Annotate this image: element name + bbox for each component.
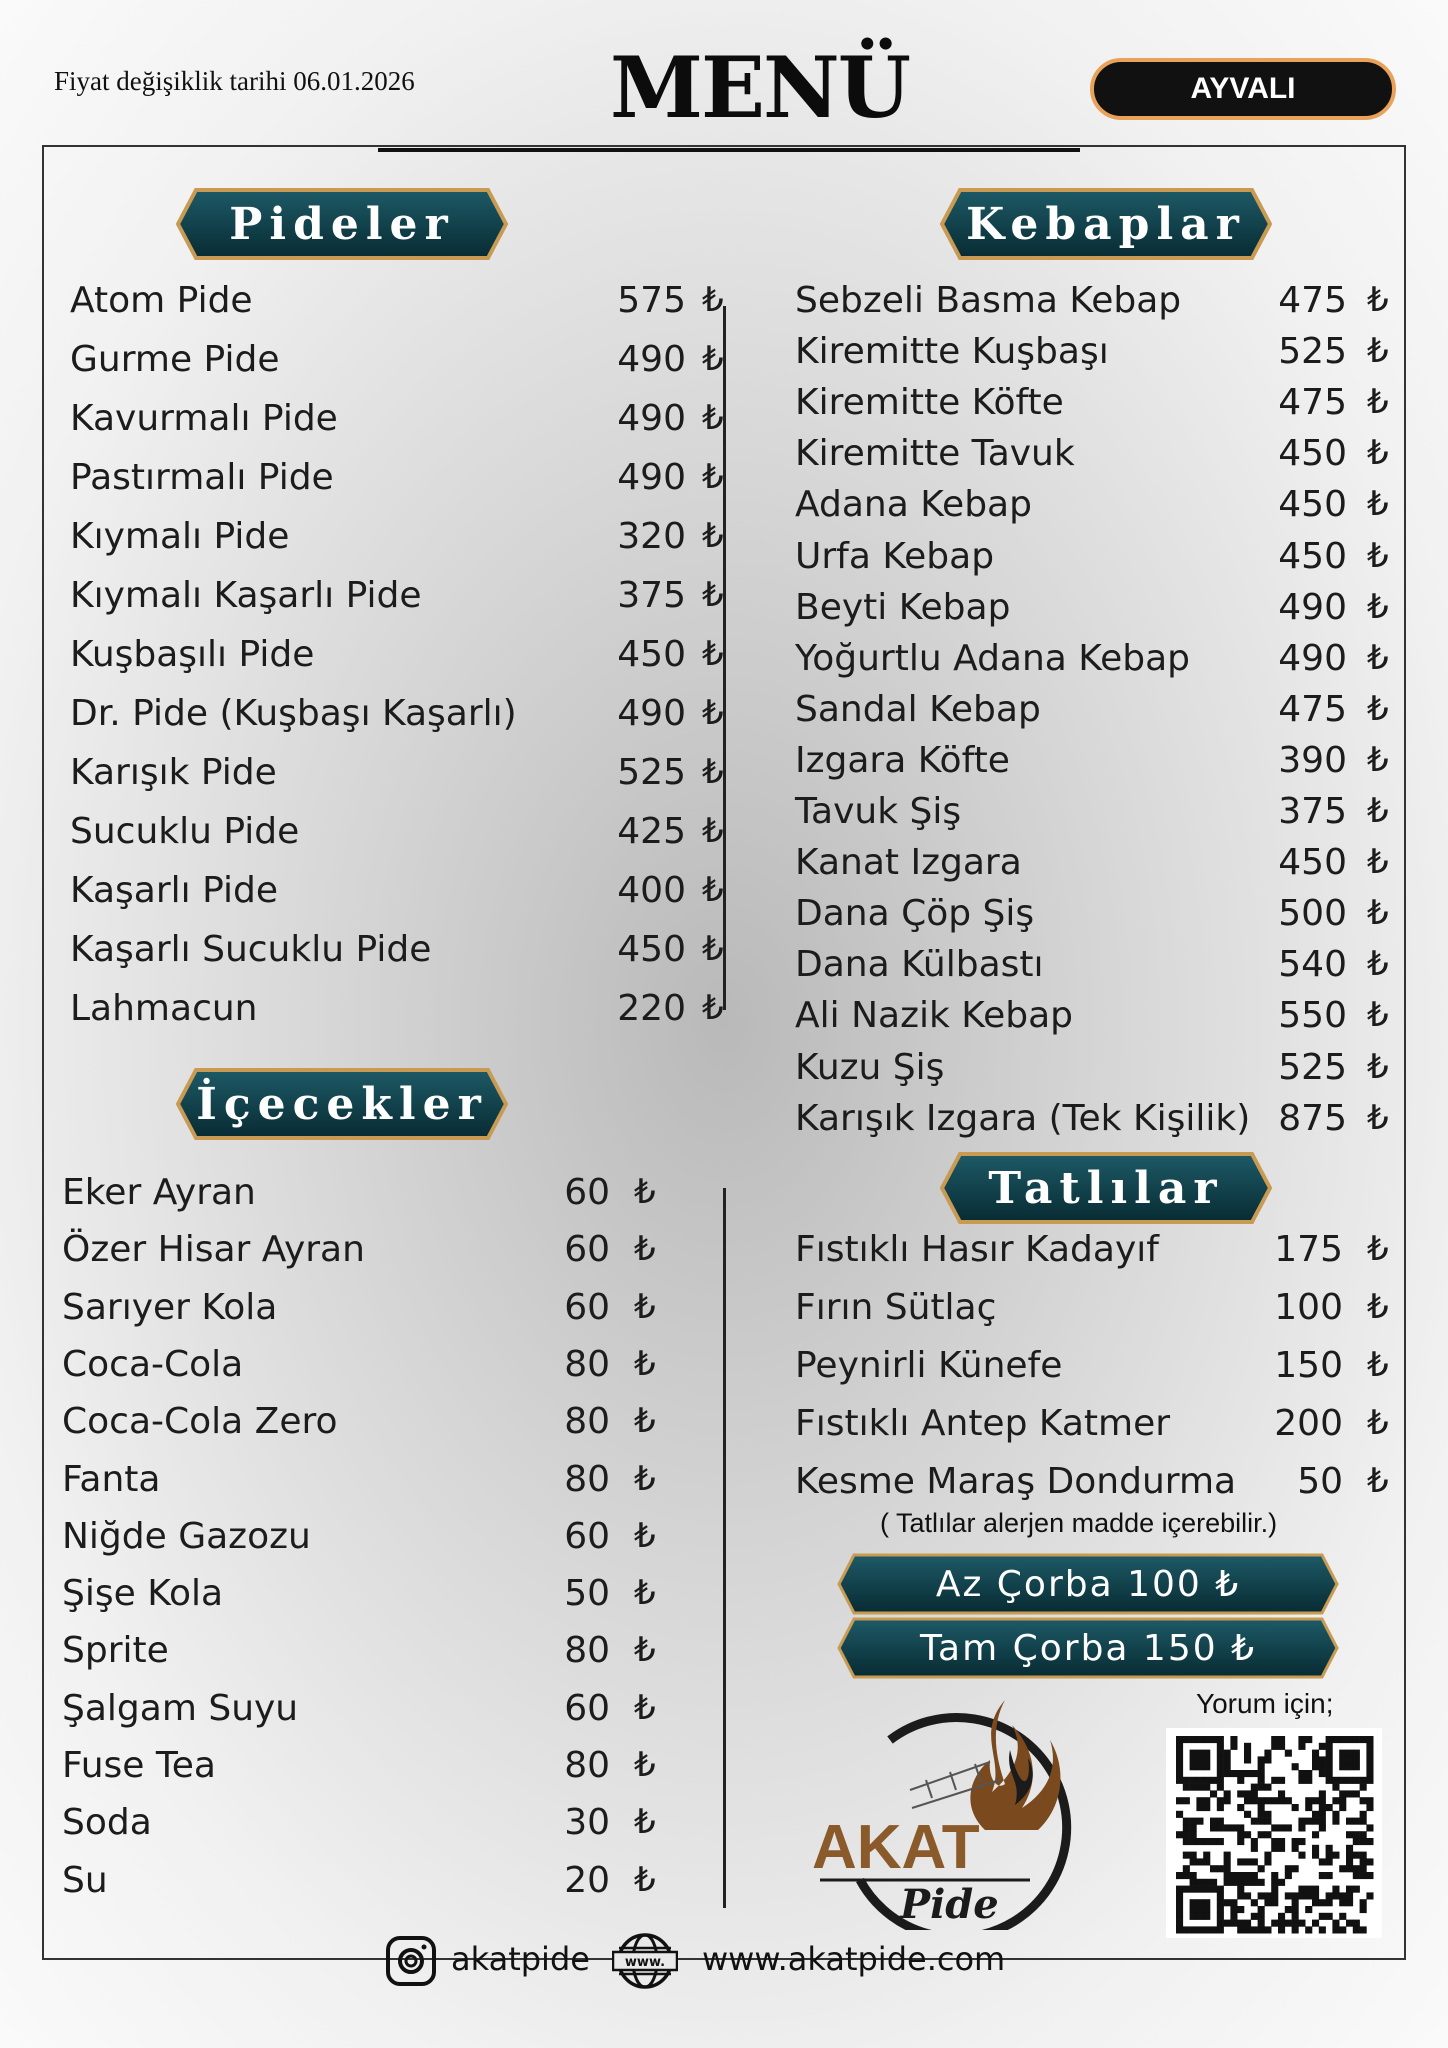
menu-item [62, 1229, 672, 1279]
svg-text:AKAT: AKAT [812, 1813, 980, 1882]
lira-symbol: ₺ [634, 1802, 656, 1843]
lira-symbol: ₺ [1367, 995, 1389, 1036]
menu-item [70, 870, 724, 920]
item-name: Kesme Maraş Dondurma [795, 1461, 1237, 1502]
item-name: Peynirli Künefe [795, 1345, 1063, 1386]
item-name: Gurme Pide [70, 339, 280, 380]
item-price: 375 [617, 575, 686, 616]
menu-item [795, 944, 1405, 994]
lira-symbol: ₺ [702, 811, 724, 851]
allergen-note: ( Tatlılar alerjen madde içerebilir.) [880, 1508, 1278, 1538]
lira-symbol: ₺ [702, 693, 724, 733]
item-name: Niğde Gazozu [62, 1515, 311, 1557]
item-price: 425 [617, 811, 686, 852]
item-price: 400 [617, 870, 686, 911]
item-price: 80 [564, 1401, 610, 1443]
kebaplar-list [795, 280, 1405, 1160]
lira-symbol: ₺ [634, 1286, 656, 1327]
menu-item [70, 280, 724, 330]
lira-symbol: ₺ [1367, 893, 1389, 934]
item-name: Kavurmalı Pide [70, 398, 338, 439]
item-price: 525 [1278, 331, 1347, 373]
item-name: Fıstıklı Hasır Kadayıf [795, 1229, 1159, 1270]
menu-item [795, 331, 1405, 381]
item-name: Karışık Pide [70, 752, 277, 793]
item-price: 320 [617, 516, 686, 557]
menu-item [70, 575, 724, 625]
lira-symbol: ₺ [634, 1401, 656, 1442]
lira-symbol: ₺ [1367, 1461, 1389, 1501]
item-name: Pastırmalı Pide [70, 457, 334, 498]
menu-item [70, 398, 724, 448]
lira-symbol: ₺ [702, 634, 724, 674]
item-price: 450 [617, 929, 686, 970]
item-name: Ali Nazik Kebap [795, 995, 1073, 1037]
item-price: 450 [1278, 535, 1347, 577]
item-price: 490 [617, 693, 686, 734]
lira-symbol: ₺ [1367, 1229, 1389, 1269]
menu-item [795, 1287, 1405, 1337]
lira-symbol: ₺ [1367, 1046, 1389, 1087]
menu-item [795, 1345, 1405, 1395]
lira-symbol: ₺ [1367, 842, 1389, 883]
menu-item [70, 988, 724, 1038]
item-name: Kiremitte Tavuk [795, 433, 1075, 475]
item-name: Sprite [62, 1630, 169, 1672]
lira-symbol: ₺ [1367, 1287, 1389, 1327]
menu-item [795, 484, 1405, 534]
section-banner-kebaplar [938, 186, 1274, 262]
item-price: 490 [1278, 637, 1347, 679]
lira-symbol: ₺ [1367, 535, 1389, 576]
item-price: 575 [617, 280, 686, 321]
lira-symbol: ₺ [702, 575, 724, 615]
item-price: 390 [1278, 739, 1347, 781]
pideler-list [70, 280, 724, 1060]
menu-item [795, 1461, 1405, 1511]
lira-symbol: ₺ [634, 1229, 656, 1270]
column-divider-bottom [723, 1188, 726, 1908]
review-qr-code[interactable] [1166, 1728, 1382, 1938]
section-title: Pideler [229, 198, 455, 250]
item-price: 450 [617, 634, 686, 675]
lira-symbol: ₺ [634, 1343, 656, 1384]
menu-item [62, 1860, 672, 1910]
menu-item [62, 1344, 672, 1394]
menu-item [795, 791, 1405, 841]
item-price: 60 [564, 1229, 610, 1271]
menu-item [795, 280, 1405, 330]
item-name: Kiremitte Kuşbaşı [795, 331, 1109, 373]
item-price: 20 [564, 1859, 610, 1901]
item-name: Fuse Tea [62, 1745, 216, 1786]
item-price: 100 [1274, 1287, 1343, 1328]
price-change-note: Fiyat değişiklik tarihi 06.01.2026 [54, 66, 415, 96]
akat-pide-logo [800, 1680, 1130, 1930]
item-price: 875 [1278, 1097, 1347, 1139]
item-name: Fırın Sütlaç [795, 1287, 997, 1328]
item-name: Kiremitte Köfte [795, 382, 1064, 424]
menu-item [70, 811, 724, 861]
item-price: 80 [564, 1745, 610, 1786]
item-name: Şişe Kola [62, 1573, 224, 1615]
svg-text:Pide: Pide [900, 1881, 999, 1928]
item-price: 450 [1278, 842, 1347, 884]
lira-symbol: ₺ [634, 1458, 656, 1499]
soup-label: Az Çorba 100 ₺ [935, 1563, 1241, 1605]
lira-symbol: ₺ [1367, 637, 1389, 678]
section-banner-pideler [174, 186, 510, 262]
lira-symbol: ₺ [1367, 1403, 1389, 1443]
menu-item [70, 693, 724, 743]
lira-symbol: ₺ [702, 280, 724, 320]
section-title: Kebaplar [966, 198, 1246, 250]
lira-symbol: ₺ [634, 1573, 656, 1614]
item-name: Tavuk Şiş [795, 791, 962, 832]
menu-item [795, 893, 1405, 943]
item-name: Atom Pide [70, 280, 253, 321]
item-name: Adana Kebap [795, 484, 1032, 526]
item-price: 200 [1274, 1403, 1343, 1444]
soup-label: Tam Çorba 150 ₺ [920, 1627, 1256, 1669]
item-price: 450 [1278, 484, 1347, 526]
lira-symbol: ₺ [634, 1687, 656, 1728]
page-title: MENÜ [610, 38, 910, 137]
section-banner-icecekler [174, 1066, 510, 1142]
item-price: 450 [1278, 433, 1347, 475]
item-name: Kuzu Şiş [795, 1046, 945, 1088]
item-price: 490 [617, 339, 686, 380]
menu-item [62, 1573, 672, 1623]
lira-symbol: ₺ [1367, 331, 1389, 372]
item-name: Kuşbaşılı Pide [70, 634, 315, 675]
item-name: Kaşarlı Pide [70, 870, 279, 911]
item-price: 375 [1278, 791, 1347, 832]
menu-item [62, 1802, 672, 1852]
lira-symbol: ₺ [634, 1515, 656, 1556]
menu-item [70, 457, 724, 507]
menu-item [62, 1401, 672, 1451]
website-globe-icon[interactable] [612, 1932, 678, 1990]
menu-item [795, 842, 1405, 892]
item-name: Beyti Kebap [795, 586, 1011, 628]
lira-symbol: ₺ [1367, 944, 1389, 985]
lira-symbol: ₺ [702, 339, 724, 379]
section-title: İçecekler [196, 1078, 488, 1130]
menu-item [795, 740, 1405, 790]
item-price: 60 [564, 1687, 610, 1729]
item-name: Fanta [62, 1458, 161, 1500]
item-name: Kanat Izgara [795, 842, 1022, 884]
item-name: Coca-Cola Zero [62, 1401, 338, 1443]
lira-symbol: ₺ [634, 1630, 656, 1671]
menu-item [795, 433, 1405, 483]
menu-item [795, 1098, 1405, 1148]
lira-symbol: ₺ [702, 870, 724, 910]
tatlilar-list [795, 1229, 1405, 1529]
item-name: Özer Hisar Ayran [62, 1229, 365, 1271]
item-price: 150 [1274, 1345, 1343, 1386]
menu-item [795, 1403, 1405, 1453]
item-price: 80 [564, 1343, 610, 1385]
instagram-handle[interactable]: akatpide [451, 1940, 590, 1978]
item-price: 60 [564, 1286, 610, 1328]
section-banner-tatlilar [938, 1150, 1274, 1226]
lira-symbol: ₺ [1367, 688, 1389, 729]
item-price: 60 [564, 1172, 610, 1213]
item-name: Fıstıklı Antep Katmer [795, 1403, 1171, 1444]
item-name: Kıymalı Pide [70, 516, 290, 557]
item-name: Lahmacun [70, 988, 258, 1029]
item-price: 50 [1297, 1461, 1343, 1502]
menu-item [62, 1287, 672, 1337]
menu-item [795, 995, 1405, 1045]
menu-item [795, 1229, 1405, 1279]
menu-item [62, 1745, 672, 1795]
menu-item [795, 587, 1405, 637]
item-name: Dr. Pide (Kuşbaşı Kaşarlı) [70, 693, 517, 734]
lira-symbol: ₺ [1367, 586, 1389, 627]
item-name: Dana Çöp Şiş [795, 893, 1035, 935]
item-name: Sebzeli Basma Kebap [795, 280, 1182, 321]
item-name: Su [62, 1859, 108, 1901]
soup-pill-small [836, 1552, 1340, 1616]
lira-symbol: ₺ [634, 1859, 656, 1900]
lira-symbol: ₺ [1367, 280, 1389, 320]
item-name: Coca-Cola [62, 1343, 244, 1385]
qr-caption: Yorum için; [1196, 1688, 1334, 1719]
lira-symbol: ₺ [634, 1745, 656, 1785]
lira-symbol: ₺ [634, 1172, 656, 1212]
item-name: Şalgam Suyu [62, 1687, 299, 1729]
item-price: 30 [564, 1802, 610, 1844]
item-price: 175 [1274, 1229, 1343, 1270]
menu-item [70, 929, 724, 979]
lira-symbol: ₺ [702, 398, 724, 438]
lira-symbol: ₺ [702, 457, 724, 497]
item-price: 80 [564, 1630, 610, 1672]
item-name: Sarıyer Kola [62, 1286, 278, 1328]
item-name: Urfa Kebap [795, 535, 995, 577]
item-name: Sandal Kebap [795, 688, 1041, 730]
menu-item [795, 1047, 1405, 1097]
item-price: 80 [564, 1458, 610, 1500]
item-name: Eker Ayran [62, 1172, 256, 1213]
item-name: Kaşarlı Sucuklu Pide [70, 929, 432, 970]
lira-symbol: ₺ [702, 988, 724, 1028]
lira-symbol: ₺ [702, 516, 724, 556]
menu-item [70, 634, 724, 684]
lira-symbol: ₺ [1367, 484, 1389, 525]
item-name: Yoğurtlu Adana Kebap [795, 637, 1191, 679]
item-price: 475 [1278, 382, 1347, 424]
lira-symbol: ₺ [1367, 791, 1389, 831]
menu-item [62, 1688, 672, 1738]
menu-item [795, 689, 1405, 739]
instagram-icon[interactable] [384, 1934, 438, 1988]
branch-badge: AYVALI [1090, 58, 1396, 120]
lira-symbol: ₺ [1367, 433, 1389, 474]
item-price: 500 [1278, 893, 1347, 935]
item-name: Izgara Köfte [795, 739, 1010, 781]
lira-symbol: ₺ [1367, 739, 1389, 780]
item-name: Sucuklu Pide [70, 811, 300, 852]
website-link[interactable]: www.akatpide.com [702, 1940, 1006, 1978]
lira-symbol: ₺ [702, 752, 724, 792]
menu-item [70, 752, 724, 802]
item-price: 490 [617, 398, 686, 439]
lira-symbol: ₺ [1367, 1345, 1389, 1385]
item-name: Karışık Izgara (Tek Kişilik) [795, 1097, 1251, 1139]
menu-item [62, 1172, 672, 1222]
menu-item [62, 1459, 672, 1509]
item-price: 475 [1278, 688, 1347, 730]
item-price: 60 [564, 1515, 610, 1557]
qr-icon [1166, 1728, 1382, 1938]
item-price: 550 [1278, 995, 1347, 1037]
item-name: Soda [62, 1802, 152, 1844]
menu-item [795, 536, 1405, 586]
menu-item [62, 1516, 672, 1566]
item-price: 490 [1278, 586, 1347, 628]
logo-emblem [800, 1680, 1130, 1930]
lira-symbol: ₺ [702, 929, 724, 969]
icecekler-list [62, 1172, 672, 1932]
item-price: 525 [1278, 1046, 1347, 1088]
item-name: Kıymalı Kaşarlı Pide [70, 575, 422, 616]
menu-item [795, 638, 1405, 688]
item-price: 540 [1278, 944, 1347, 986]
menu-item [62, 1630, 672, 1680]
website-badge-text: www. [624, 1955, 666, 1970]
item-price: 220 [617, 988, 686, 1029]
lira-symbol: ₺ [1367, 382, 1389, 423]
section-title: Tatlılar [988, 1162, 1224, 1214]
soup-pill-full [836, 1616, 1340, 1680]
menu-item [70, 339, 724, 389]
item-price: 475 [1278, 280, 1347, 321]
menu-item [795, 382, 1405, 432]
item-price: 525 [617, 752, 686, 793]
menu-item [70, 516, 724, 566]
item-price: 50 [564, 1573, 610, 1615]
item-name: Dana Külbastı [795, 944, 1044, 986]
item-price: 490 [617, 457, 686, 498]
lira-symbol: ₺ [1367, 1097, 1389, 1138]
